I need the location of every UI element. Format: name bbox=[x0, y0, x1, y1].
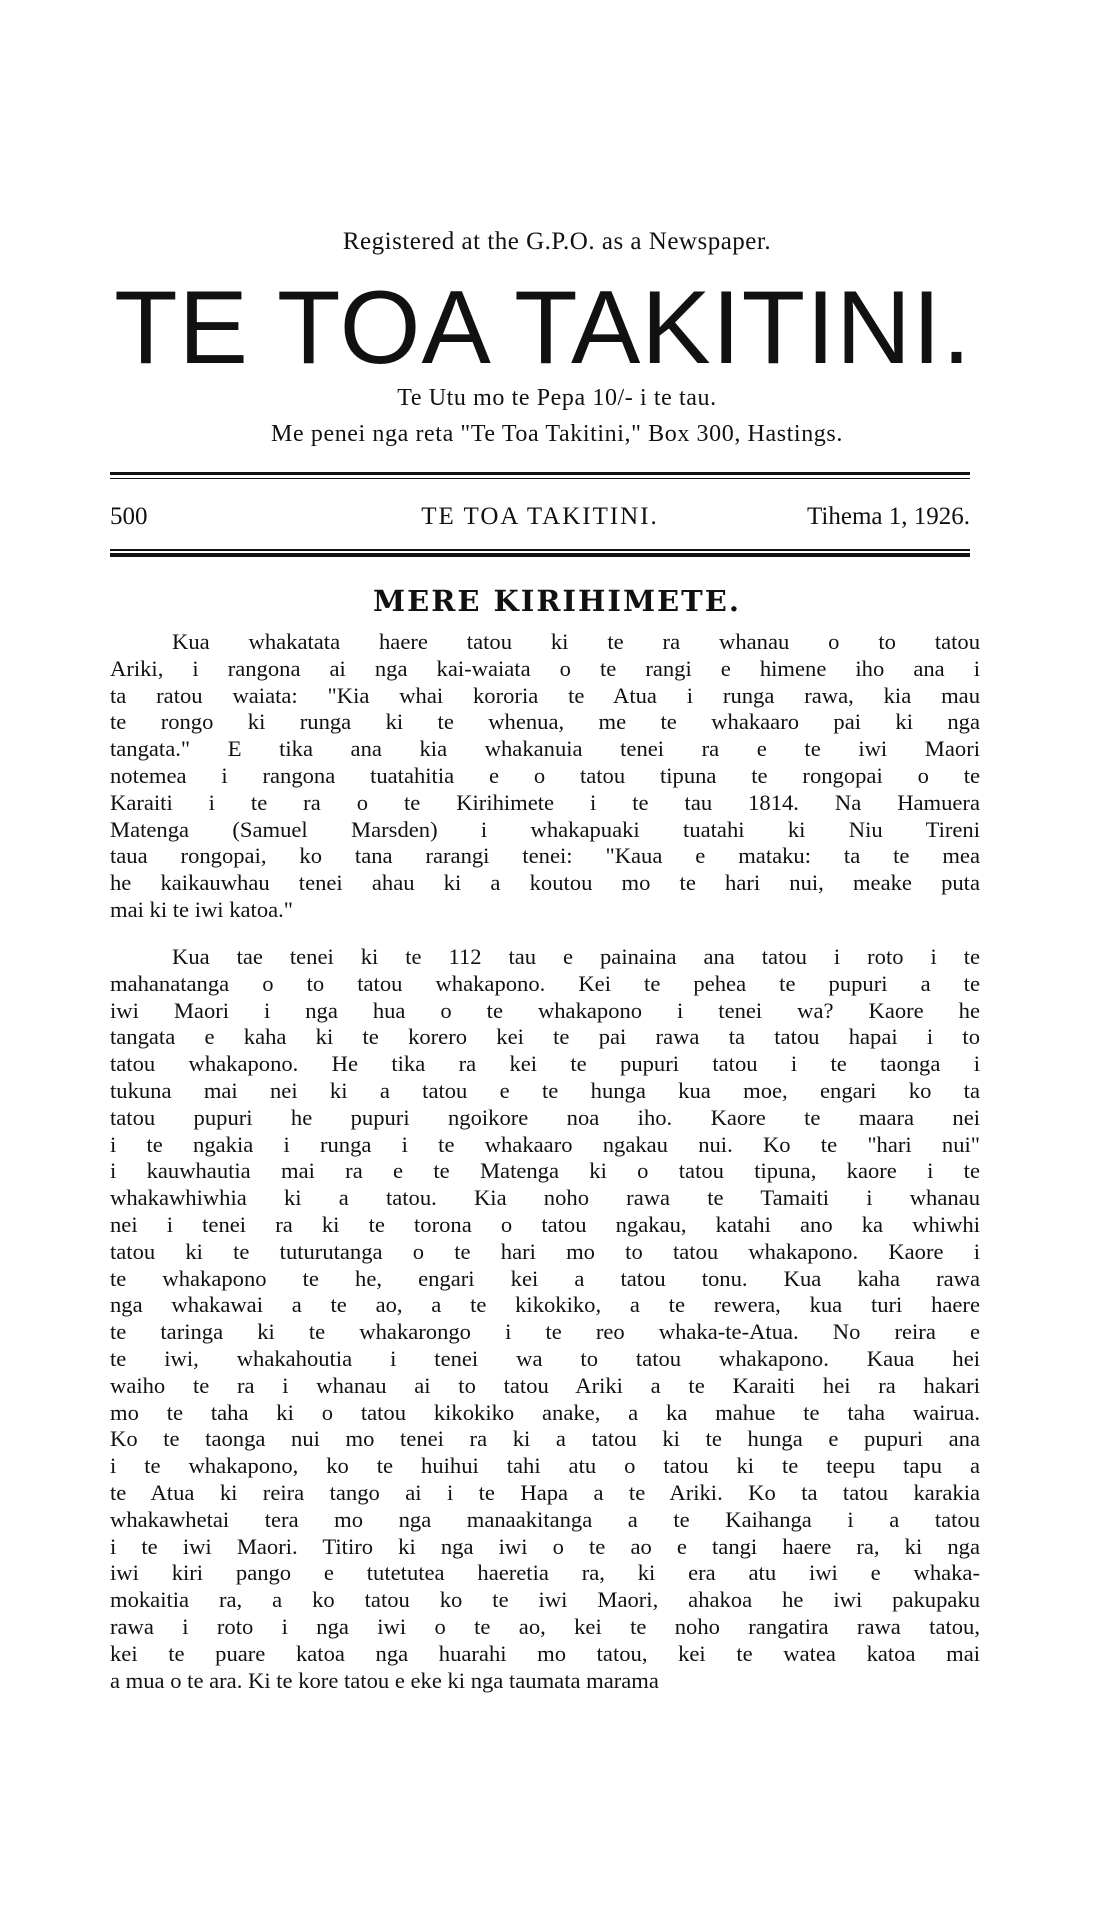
text-line: Ko te taonga nui mo tenei ra ki a tatou ki te hunga e pupuri ana bbox=[110, 1426, 980, 1452]
text-line: ta ratou waiata: "Kia whai kororia te Atua i runga rawa, kia mau bbox=[110, 682, 980, 708]
text-line: he kaikauwhau tenei ahau ki a koutou mo te hari nui, meake puta bbox=[110, 870, 980, 896]
article-paragraph bbox=[110, 629, 980, 924]
article-paragraph bbox=[110, 944, 980, 1694]
address-line: Me penei nga reta "Te Toa Takitini," Box 300, Hastings. bbox=[271, 421, 843, 447]
bottom-rule bbox=[110, 553, 970, 557]
text-line: i te whakapono, ko te huihui tahi atu o tatou ki te teepu tapu a bbox=[110, 1453, 980, 1479]
page-number: 500 bbox=[110, 503, 148, 530]
text-line: iwi kiri pango e tutetutea haeretia ra, ki era atu iwi e whaka- bbox=[110, 1560, 980, 1586]
text-line: tatou ki te tuturutanga o te hari mo to tatou whakapono. Kaore i bbox=[110, 1238, 980, 1264]
top-rule bbox=[110, 472, 970, 475]
text-line: tatou pupuri he pupuri ngoikore noa iho. Kaore te maara nei bbox=[110, 1104, 980, 1130]
registration-notice: Registered at the G.P.O. as a Newspaper. bbox=[342, 228, 772, 255]
text-line: mahanatanga o to tatou whakapono. Kei te pehea te pupuri a te bbox=[110, 970, 980, 996]
text-line: taua rongopai, ko tana rarangi tenei: "Kaua e mataku: ta te mea bbox=[110, 843, 980, 869]
text-line: whakawhetai tera mo nga manaakitanga a te Kaihanga i a tatou bbox=[110, 1506, 980, 1532]
text-line: te whakapono te he, engari kei a tatou tonu. Kua kaha rawa bbox=[110, 1265, 980, 1291]
text-line: Matenga (Samuel Marsden) i whakapuaki tuatahi ki Niu Tireni bbox=[110, 816, 980, 842]
text-line: Ariki, i rangona ai nga kai-waiata o te rangi e himene iho ana i bbox=[110, 655, 980, 681]
issue-date: Tihema 1, 1926. bbox=[807, 503, 970, 530]
text-line: Kua whakatata haere tatou ki te ra whanau o to tatou bbox=[172, 629, 980, 654]
text-line: te taringa ki te whakarongo i te reo whaka-te-Atua. No reira e bbox=[110, 1319, 980, 1345]
text-line: waiho te ra i whanau ai to tatou Ariki a te Karaiti hei ra hakari bbox=[110, 1372, 980, 1398]
text-line: whakawhiwhia ki a tatou. Kia noho rawa te Tamaiti i whanau bbox=[110, 1185, 980, 1211]
text-line: nei i tenei ra ki te torona o tatou ngakau, katahi ano ka whiwhi bbox=[110, 1211, 980, 1237]
folio-line bbox=[110, 503, 970, 535]
text-line: tatou whakapono. He tika ra kei te pupuri tatou i te taonga i bbox=[110, 1051, 980, 1077]
text-line: rawa i roto i nga iwi o te ao, kei te noho rangatira rawa tatou, bbox=[110, 1613, 980, 1639]
text-line: a mua o te ara. Ki te kore tatou e eke ki nga taumata marama bbox=[110, 1667, 659, 1693]
text-line: Kua tae tenei ki te 112 tau e painaina ana tatou i roto i te bbox=[172, 944, 980, 969]
text-line: i te ngakia i runga i te whakaaro ngakau nui. Ko te "hari nui" bbox=[110, 1131, 980, 1157]
text-line: mokaitia ra, a ko tatou ko te iwi Maori, ahakoa he iwi pakupaku bbox=[110, 1587, 980, 1613]
text-line: kei te puare katoa nga huarahi mo tatou, kei te watea katoa mai bbox=[110, 1640, 980, 1666]
text-line: te iwi, whakahoutia i tenei wa to tatou whakapono. Kaua hei bbox=[110, 1345, 980, 1371]
top-rule-thin bbox=[110, 478, 970, 479]
bottom-rule-thin bbox=[110, 549, 970, 551]
text-line: mo te taha ki o tatou kikokiko anake, a ka mahue te taha wairua. bbox=[110, 1399, 980, 1425]
text-line: te Atua ki reira tango ai i te Hapa a te Ariki. Ko ta tatou karakia bbox=[110, 1479, 980, 1505]
text-line: Karaiti i te ra o te Kirihimete i te tau 1814. Na Hamuera bbox=[110, 789, 980, 815]
masthead-title: TE TOA TAKITINI. bbox=[114, 270, 972, 386]
text-line: tukuna mai nei ki a tatou e te hunga kua moe, engari ko ta bbox=[110, 1077, 980, 1103]
text-line: i te iwi Maori. Titiro ki nga iwi o te ao e tangi haere ra, ki nga bbox=[110, 1533, 980, 1559]
text-line: i kauwhautia mai ra e te Matenga ki o tatou tipuna, kaore i te bbox=[110, 1158, 980, 1184]
article-title: MERE KIRIHIMETE. bbox=[373, 584, 741, 618]
text-line: tangata e kaha ki te korero kei te pai rawa ta tatou hapai i to bbox=[110, 1024, 980, 1050]
subscription-line: Te Utu mo te Pepa 10/- i te tau. bbox=[397, 385, 717, 411]
text-line: mai ki te iwi katoa." bbox=[110, 896, 294, 922]
text-line: iwi Maori i nga hua o te whakapono i tenei wa? Kaore he bbox=[110, 997, 980, 1023]
folio-paper-name: TE TOA TAKITINI. bbox=[421, 503, 659, 530]
text-line: tangata." E tika ana kia whakanuia tenei ra e te iwi Maori bbox=[110, 736, 980, 762]
text-line: nga whakawai a te ao, a te kikokiko, a te rewera, kua turi haere bbox=[110, 1292, 980, 1318]
text-line: notemea i rangona tuatahitia e o tatou tipuna te rongopai o te bbox=[110, 762, 980, 788]
text-line: te rongo ki runga ki te whenua, me te whakaaro pai ki nga bbox=[110, 709, 980, 735]
